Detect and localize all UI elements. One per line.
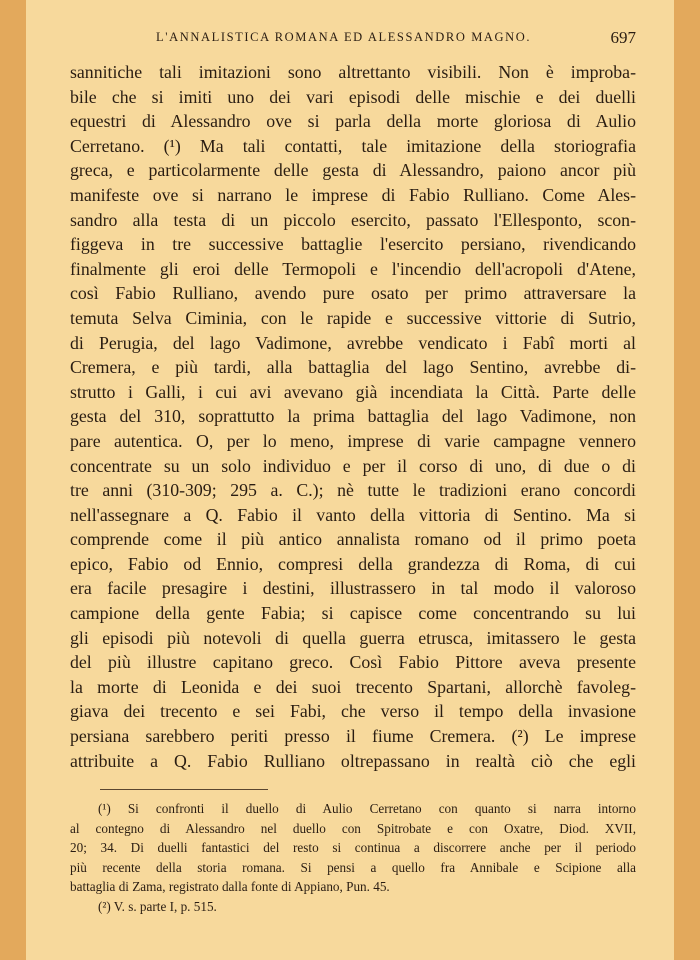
book-page — [26, 0, 674, 960]
footnote-line: al contegno di Alessandro nel duello con Spitrobate e con Oxatre, Diod. XVII, — [70, 820, 636, 836]
text-line: di Perugia, del lago Vadimone, avrebbe vendicato i Fabî morti al — [70, 332, 636, 353]
text-line: pare autentica. O, per lo meno, imprese di varie campagne vennero — [70, 430, 636, 451]
page-number: 697 — [610, 28, 636, 47]
text-line: greca, e particolarmente delle gesta di Alessandro, paiono ancor più — [70, 160, 636, 181]
running-title: L'ANNALISTICA ROMANA ED ALESSANDRO MAGNO. — [156, 30, 532, 44]
text-line: epico, Fabio od Ennio, compresi della grandezza di Roma, di cui — [70, 553, 636, 574]
text-line: campione della gente Fabia; si capisce come concentrando su lui — [70, 603, 636, 624]
page-header — [26, 28, 674, 52]
text-line: persiana sarebbero periti presso il fiume Cremera. (²) Le imprese — [70, 726, 636, 747]
text-line: Cremera, e più tardi, alla battaglia del lago Sentino, avrebbe di- — [70, 357, 636, 378]
footnote-line: battaglia di Zama, registrato dalla fonte di Appiano, Pun. 45. — [70, 879, 390, 895]
text-line: equestri di Alessandro ove si parla della morte gloriosa di Aulio — [70, 111, 636, 132]
footnote-line: 20; 34. Di duelli fantastici del resto si continua a discorrere anche per il periodo — [70, 840, 636, 856]
text-line: figgeva in tre successive battaglie l'esercito persiano, rivendicando — [70, 234, 636, 255]
text-line: sannitiche tali imitazioni sono altrettanto visibili. Non è improba- — [70, 62, 636, 82]
text-line: così Fabio Rulliano, avendo pure osato per primo attraversare la — [70, 283, 636, 304]
text-line: temuta Selva Ciminia, con le rapide e successive vittorie di Sutrio, — [70, 307, 636, 328]
text-line: giava dei trecento e sei Fabi, che verso il tempo della invasione — [70, 701, 636, 722]
text-line: comprende come il più antico annalista romano od il primo poeta — [70, 529, 636, 550]
text-line: era facile presagire i destini, illustrassero in tal modo il valoroso — [70, 578, 636, 599]
footnote-line: (²) V. s. parte I, p. 515. — [98, 898, 217, 914]
footnote-line: più recente della storia romana. Si pensi a quello fra Annibale e Scipione alla — [70, 859, 636, 875]
text-line: del più illustre capitano greco. Così Fabio Pittore aveva presente — [70, 652, 636, 673]
text-line: finalmente gli eroi delle Termopoli e l'incendio dell'acropoli d'Atene, — [70, 258, 636, 279]
text-line: attribuite a Q. Fabio Rulliano oltrepassano in realtà ciò che egli — [70, 750, 636, 771]
footnote-line: (¹) Si confronti il duello di Aulio Cerretano con quanto si narra intorno — [98, 801, 636, 816]
text-line: sandro alla testa di un piccolo esercito, passato l'Ellesponto, scon- — [70, 209, 636, 230]
text-line: Cerretano. (¹) Ma tali contatti, tale imitazione della storiografia — [70, 135, 636, 156]
text-line: bile che si imiti uno dei vari episodi delle mischie e dei duelli — [70, 86, 636, 107]
text-line: manifeste ove si narrano le imprese di Fabio Rulliano. Come Ales- — [70, 184, 636, 205]
text-line: gli episodi più notevoli di quella guerra etrusca, imitassero le gesta — [70, 627, 636, 648]
body-text — [70, 60, 636, 773]
text-line: tre anni (310-309; 295 a. C.); nè tutte le tradizioni erano concordi — [70, 480, 636, 501]
footnote-divider — [100, 789, 268, 790]
text-line: strutto i Galli, i cui avi avevano già incendiata la Città. Parte delle — [70, 381, 636, 402]
text-line: nell'assegnare a Q. Fabio il vanto della vittoria di Sentino. Ma si — [70, 504, 636, 525]
text-line: concentrate su un solo individuo e per il corso di uno, di due o di — [70, 455, 636, 476]
text-line: la morte di Leonida e dei suoi trecento Spartani, allorchè favoleg- — [70, 676, 636, 697]
footnotes — [70, 799, 636, 917]
text-line: gesta del 310, soprattutto la prima battaglia del lago Vadimone, non — [70, 406, 636, 427]
